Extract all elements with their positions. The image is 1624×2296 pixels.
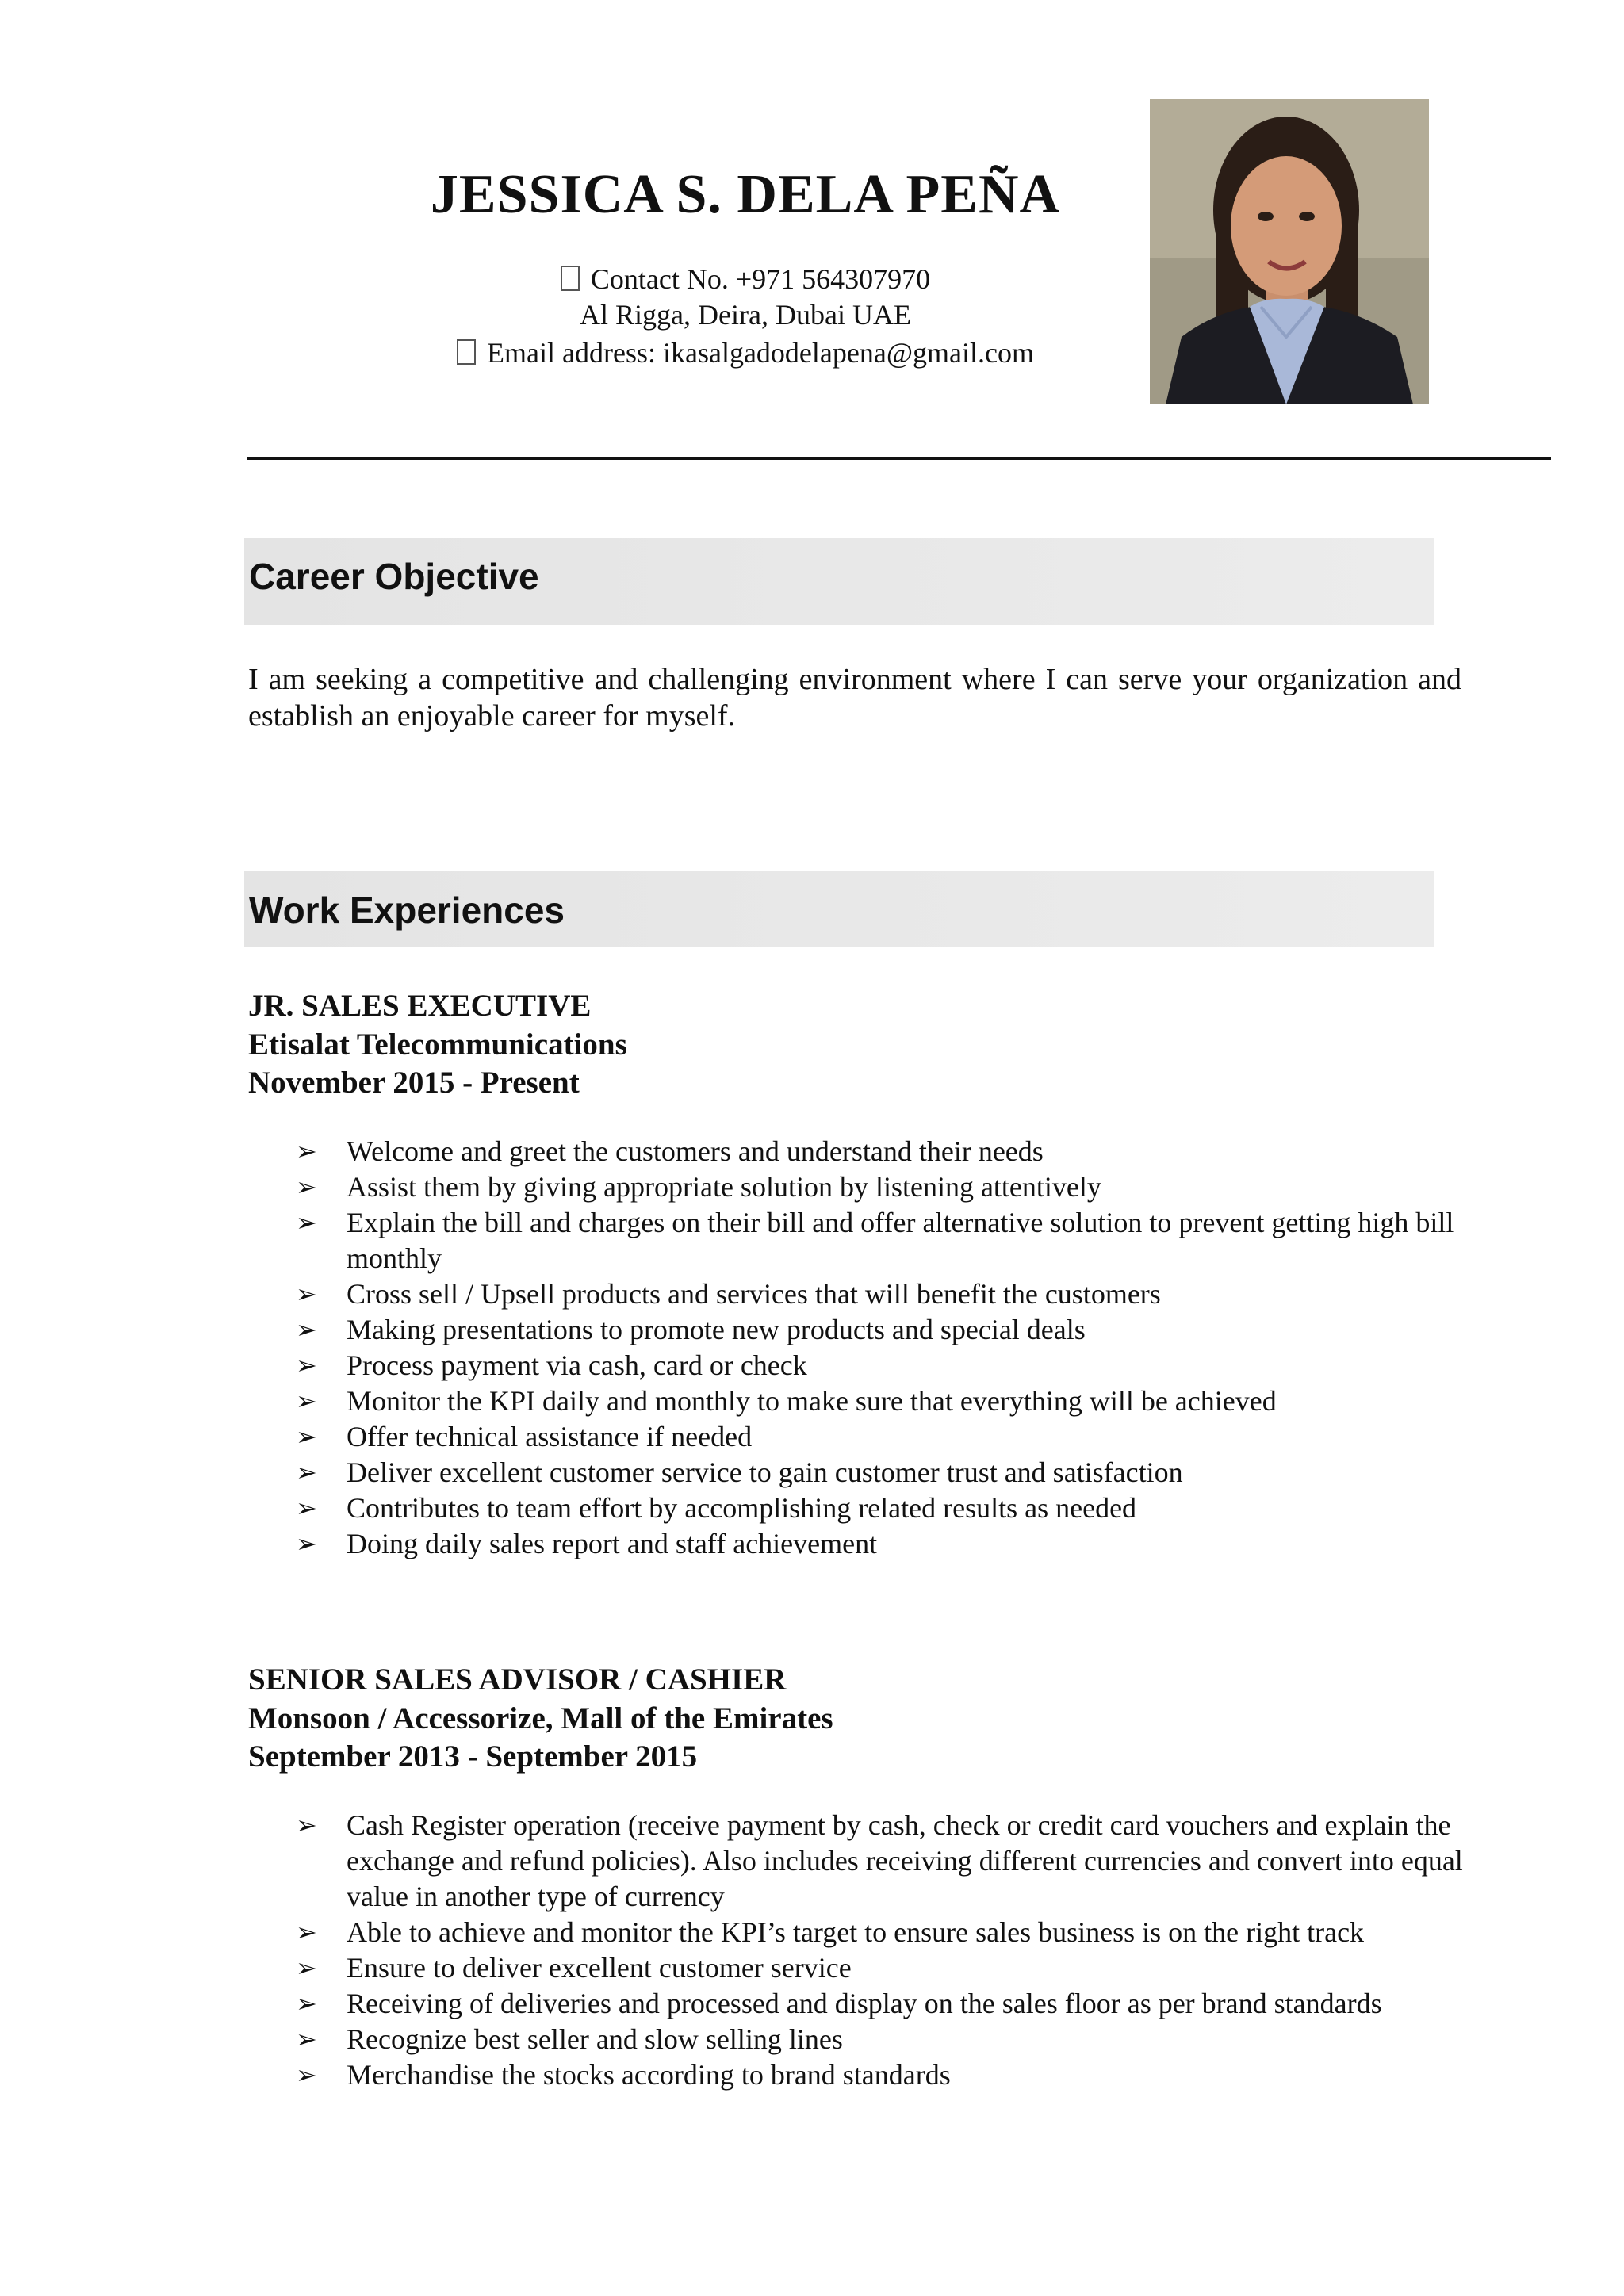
header-divider: [247, 457, 1551, 460]
duty-item: [296, 1808, 1469, 1915]
duty-item: [296, 1383, 1469, 1419]
arrowhead-bullet-icon: ➢: [296, 1917, 317, 1947]
duty-item: [296, 1526, 1469, 1562]
duty-item: [296, 1134, 1469, 1169]
career-objective-title: Career Objective: [249, 556, 539, 597]
arrowhead-bullet-icon: ➢: [296, 1810, 317, 1840]
career-objective-text: I am seeking a competitive and challenging environment where I can serve your organization and establish an enjoyable career for myself.: [248, 663, 1461, 733]
job-company: Etisalat Telecommunications: [248, 1027, 627, 1062]
duty-item: [296, 1169, 1469, 1205]
work-experiences-header: [244, 871, 1434, 947]
arrowhead-bullet-icon: ➢: [296, 1422, 317, 1452]
duty-item: [296, 1915, 1469, 1950]
duty-text: Recognize best seller and slow selling lines: [347, 2023, 843, 2055]
arrowhead-bullet-icon: ➢: [296, 2024, 317, 2054]
job-dates: September 2013 - September 2015: [248, 1739, 698, 1774]
duty-text: Doing daily sales report and staff achievement: [347, 1528, 878, 1559]
duty-text: Contributes to team effort by accomplishing related results as needed: [347, 1492, 1137, 1524]
duty-text: Receiving of deliveries and processed and display on the sales floor as per brand standards: [347, 1988, 1382, 2019]
duty-item: [296, 1276, 1469, 1312]
duty-text: Offer technical assistance if needed: [347, 1421, 753, 1452]
duty-text: Process payment via cash, card or check: [347, 1349, 807, 1381]
arrowhead-bullet-icon: ➢: [296, 1136, 317, 1166]
applicant-name: JESSICA S. DELA PEÑA: [430, 164, 1061, 225]
arrowhead-bullet-icon: ➢: [296, 1457, 317, 1487]
duty-text: Making presentations to promote new products and special deals: [347, 1314, 1086, 1345]
arrowhead-bullet-icon: ➢: [296, 1172, 317, 1202]
duty-text: Explain the bill and charges on their bill and offer alternative solution to prevent getting high bill monthly: [347, 1207, 1454, 1274]
duty-text: Able to achieve and monitor the KPI’s target to ensure sales business is on the right track: [347, 1916, 1365, 1948]
duty-item: [296, 1419, 1469, 1455]
job-dates: November 2015 - Present: [248, 1066, 580, 1100]
work-experiences-title: Work Experiences: [249, 890, 565, 931]
duty-item: [296, 2022, 1469, 2057]
job-duties-list: [296, 1134, 1469, 1562]
duty-text: Deliver excellent customer service to gain customer trust and satisfaction: [347, 1456, 1183, 1488]
arrowhead-bullet-icon: ➢: [296, 1350, 317, 1380]
duty-text: Assist them by giving appropriate solution by listening attentively: [347, 1171, 1101, 1203]
arrowhead-bullet-icon: ➢: [296, 1493, 317, 1523]
duty-text: Merchandise the stocks according to brand standards: [347, 2059, 951, 2091]
duty-item: [296, 1348, 1469, 1383]
duty-item: [296, 2057, 1469, 2093]
address: Al Rigga, Deira, Dubai UAE: [580, 299, 911, 331]
duty-item: [296, 1205, 1469, 1276]
arrowhead-bullet-icon: ➢: [296, 1386, 317, 1416]
duty-text: Welcome and greet the customers and understand their needs: [347, 1135, 1044, 1167]
duty-item: [296, 1312, 1469, 1348]
arrowhead-bullet-icon: ➢: [296, 1279, 317, 1309]
arrowhead-bullet-icon: ➢: [296, 1314, 317, 1345]
email-icon: [457, 339, 476, 365]
email-address: [333, 336, 1158, 369]
arrowhead-bullet-icon: ➢: [296, 2060, 317, 2090]
arrowhead-bullet-icon: ➢: [296, 1988, 317, 2019]
duty-text: Ensure to deliver excellent customer service: [347, 1952, 852, 1984]
job-company: Monsoon / Accessorize, Mall of the Emirates: [248, 1701, 833, 1735]
phone-icon: [561, 266, 580, 291]
duty-item: [296, 1490, 1469, 1526]
email-address-text: Email address: ikasalgadodelapena@gmail.com: [487, 337, 1034, 369]
job-duties-list: [296, 1808, 1469, 2093]
arrowhead-bullet-icon: ➢: [296, 1207, 317, 1238]
job-title: JR. SALES EXECUTIVE: [248, 989, 592, 1023]
duty-item: [296, 1455, 1469, 1490]
contact-number-text: Contact No. +971 564307970: [590, 263, 931, 295]
duty-text: Cross sell / Upsell products and services that will benefit the customers: [347, 1278, 1161, 1310]
profile-photo: [1150, 99, 1429, 404]
job-title: SENIOR SALES ADVISOR / CASHIER: [248, 1663, 787, 1697]
career-objective-header: [244, 538, 1434, 625]
arrowhead-bullet-icon: ➢: [296, 1529, 317, 1559]
duty-item: [296, 1986, 1469, 2022]
duty-text: Monitor the KPI daily and monthly to make sure that everything will be achieved: [347, 1385, 1277, 1417]
duty-item: [296, 1950, 1469, 1986]
arrowhead-bullet-icon: ➢: [296, 1953, 317, 1983]
duty-text: Cash Register operation (receive payment by cash, check or credit card vouchers and explain the exchange and refund policies). Also includes receiving different currencies and convert into equal value in another type of currency: [347, 1809, 1463, 1912]
contact-number: [333, 262, 1158, 296]
